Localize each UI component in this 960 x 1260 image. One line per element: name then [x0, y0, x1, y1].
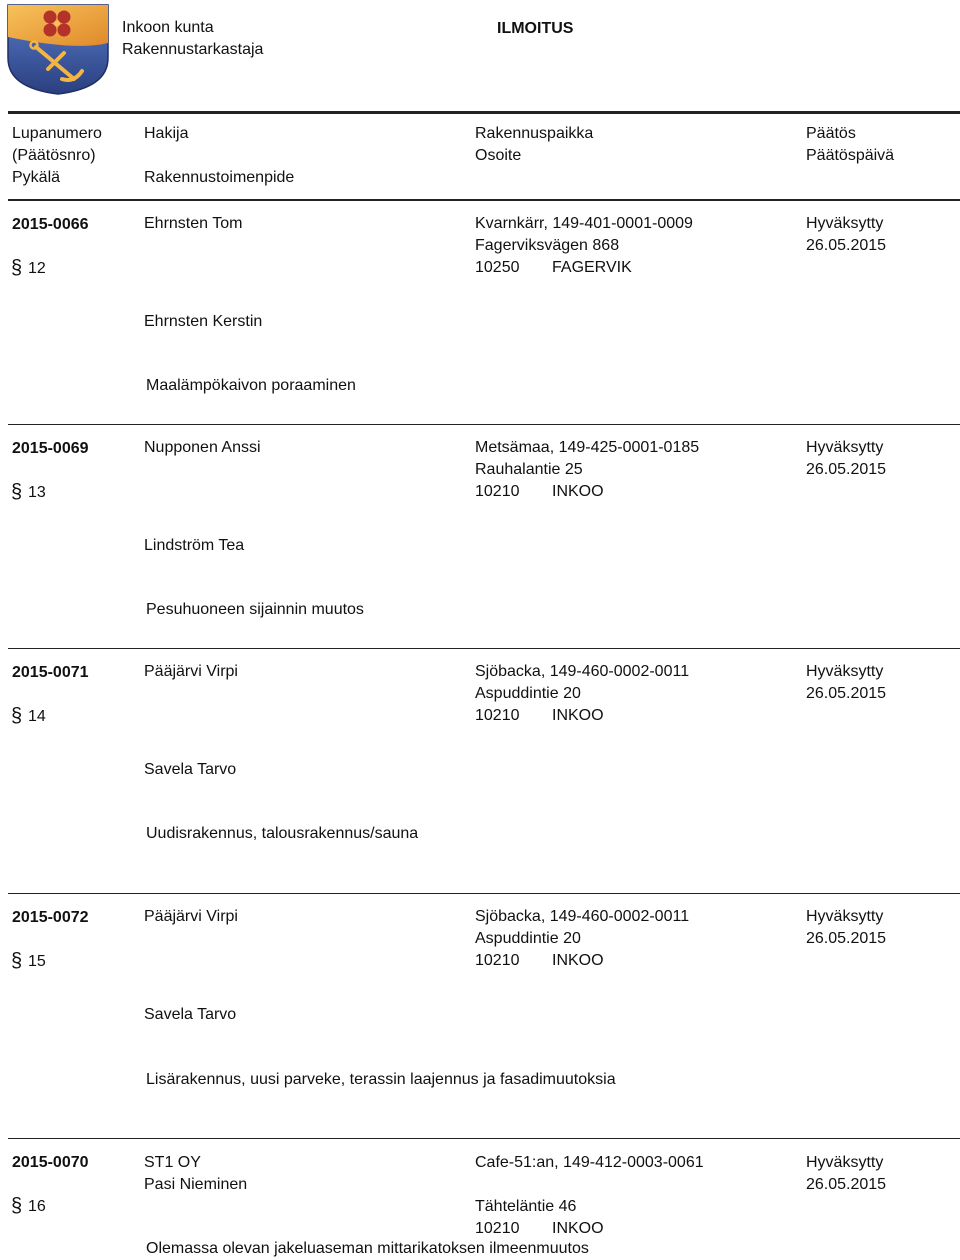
decision: Hyväksytty — [806, 439, 884, 456]
permit-number: 2015-0070 — [12, 1154, 89, 1171]
section-symbol: § — [11, 950, 23, 972]
office-name: Rakennustarkastaja — [122, 41, 264, 58]
col-header-permit-number: Lupanumero — [12, 125, 102, 142]
building-site: Sjöbacka, 149-460-0002-0011 — [475, 663, 690, 680]
section-number: 14 — [28, 708, 46, 725]
applicant-contact: Pasi Nieminen — [144, 1176, 248, 1193]
permit-number: 2015-0071 — [12, 664, 89, 681]
decision-date: 26.05.2015 — [806, 685, 887, 702]
building-measure: Lisärakennus, uusi parveke, terassin laajennus ja fasadimuutoksia — [146, 1071, 616, 1088]
designer: Lindström Tea — [144, 537, 245, 554]
decision: Hyväksytty — [806, 1154, 884, 1171]
city: INKOO — [552, 952, 604, 969]
city: INKOO — [552, 1220, 604, 1237]
col-header-building-site: Rakennuspaikka — [475, 125, 594, 142]
applicant: Pääjärvi Virpi — [144, 908, 238, 925]
entry-divider — [8, 893, 960, 894]
municipality-name: Inkoon kunta — [122, 19, 214, 36]
designer: Ehrnsten Kerstin — [144, 313, 263, 330]
col-header-address: Osoite — [475, 147, 522, 164]
applicant: Nupponen Anssi — [144, 439, 261, 456]
col-header-decision: Päätös — [806, 125, 856, 142]
designer: Savela Tarvo — [144, 1006, 237, 1023]
permit-number: 2015-0066 — [12, 216, 89, 233]
city: FAGERVIK — [552, 259, 632, 276]
street-address: Rauhalantie 25 — [475, 461, 583, 478]
document-title: ILMOITUS — [497, 20, 574, 37]
header-bottom-divider — [8, 199, 960, 201]
building-measure: Olemassa olevan jakeluaseman mittarikatoksen ilmeenmuutos — [146, 1240, 589, 1257]
postal-code: 10250 — [475, 259, 520, 276]
decision: Hyväksytty — [806, 663, 884, 680]
street-address: Aspuddintie 20 — [475, 930, 581, 947]
entry-divider — [8, 424, 960, 425]
section-number: 15 — [28, 953, 46, 970]
street-address: Aspuddintie 20 — [475, 685, 581, 702]
building-measure: Pesuhuoneen sijainnin muutos — [146, 601, 364, 618]
applicant: Pääjärvi Virpi — [144, 663, 238, 680]
header-top-divider — [8, 111, 960, 114]
section-symbol: § — [11, 705, 23, 727]
entry-divider — [8, 1138, 960, 1139]
building-site: Sjöbacka, 149-460-0002-0011 — [475, 908, 690, 925]
building-measure: Uudisrakennus, talousrakennus/sauna — [146, 825, 419, 842]
building-measure: Maalämpökaivon poraaminen — [146, 377, 356, 394]
section-symbol: § — [11, 481, 23, 503]
decision-date: 26.05.2015 — [806, 1176, 887, 1193]
col-header-building-measure: Rakennustoimenpide — [144, 169, 295, 186]
col-header-applicant: Hakija — [144, 125, 189, 142]
city: INKOO — [552, 483, 604, 500]
postal-code: 10210 — [475, 952, 520, 969]
decision: Hyväksytty — [806, 215, 884, 232]
postal-code: 10210 — [475, 483, 520, 500]
decision: Hyväksytty — [806, 908, 884, 925]
col-header-decision-date: Päätöspäivä — [806, 147, 895, 164]
section-number: 12 — [28, 260, 46, 277]
building-site: Cafe-51:an, 149-412-0003-0061 — [475, 1154, 704, 1171]
entry-divider — [8, 648, 960, 649]
col-header-decision-number: (Päätösnro) — [12, 147, 96, 164]
section-number: 16 — [28, 1198, 46, 1215]
postal-code: 10210 — [475, 1220, 520, 1237]
street-address: Tähteläntie 46 — [475, 1198, 577, 1215]
decision-date: 26.05.2015 — [806, 461, 887, 478]
col-header-section: Pykälä — [12, 169, 61, 186]
applicant: Ehrnsten Tom — [144, 215, 243, 232]
applicant: ST1 OY — [144, 1154, 201, 1171]
permit-number: 2015-0069 — [12, 440, 89, 457]
section-symbol: § — [11, 257, 23, 279]
designer: Savela Tarvo — [144, 761, 237, 778]
section-symbol: § — [11, 1195, 23, 1217]
decision-date: 26.05.2015 — [806, 930, 887, 947]
building-site: Metsämaa, 149-425-0001-0185 — [475, 439, 700, 456]
postal-code: 10210 — [475, 707, 520, 724]
decision-date: 26.05.2015 — [806, 237, 887, 254]
section-number: 13 — [28, 484, 46, 501]
municipality-coat-of-arms-logo — [6, 3, 110, 95]
permit-number: 2015-0072 — [12, 909, 89, 926]
city: INKOO — [552, 707, 604, 724]
building-site: Kvarnkärr, 149-401-0001-0009 — [475, 215, 693, 232]
street-address: Fagerviksvägen 868 — [475, 237, 620, 254]
